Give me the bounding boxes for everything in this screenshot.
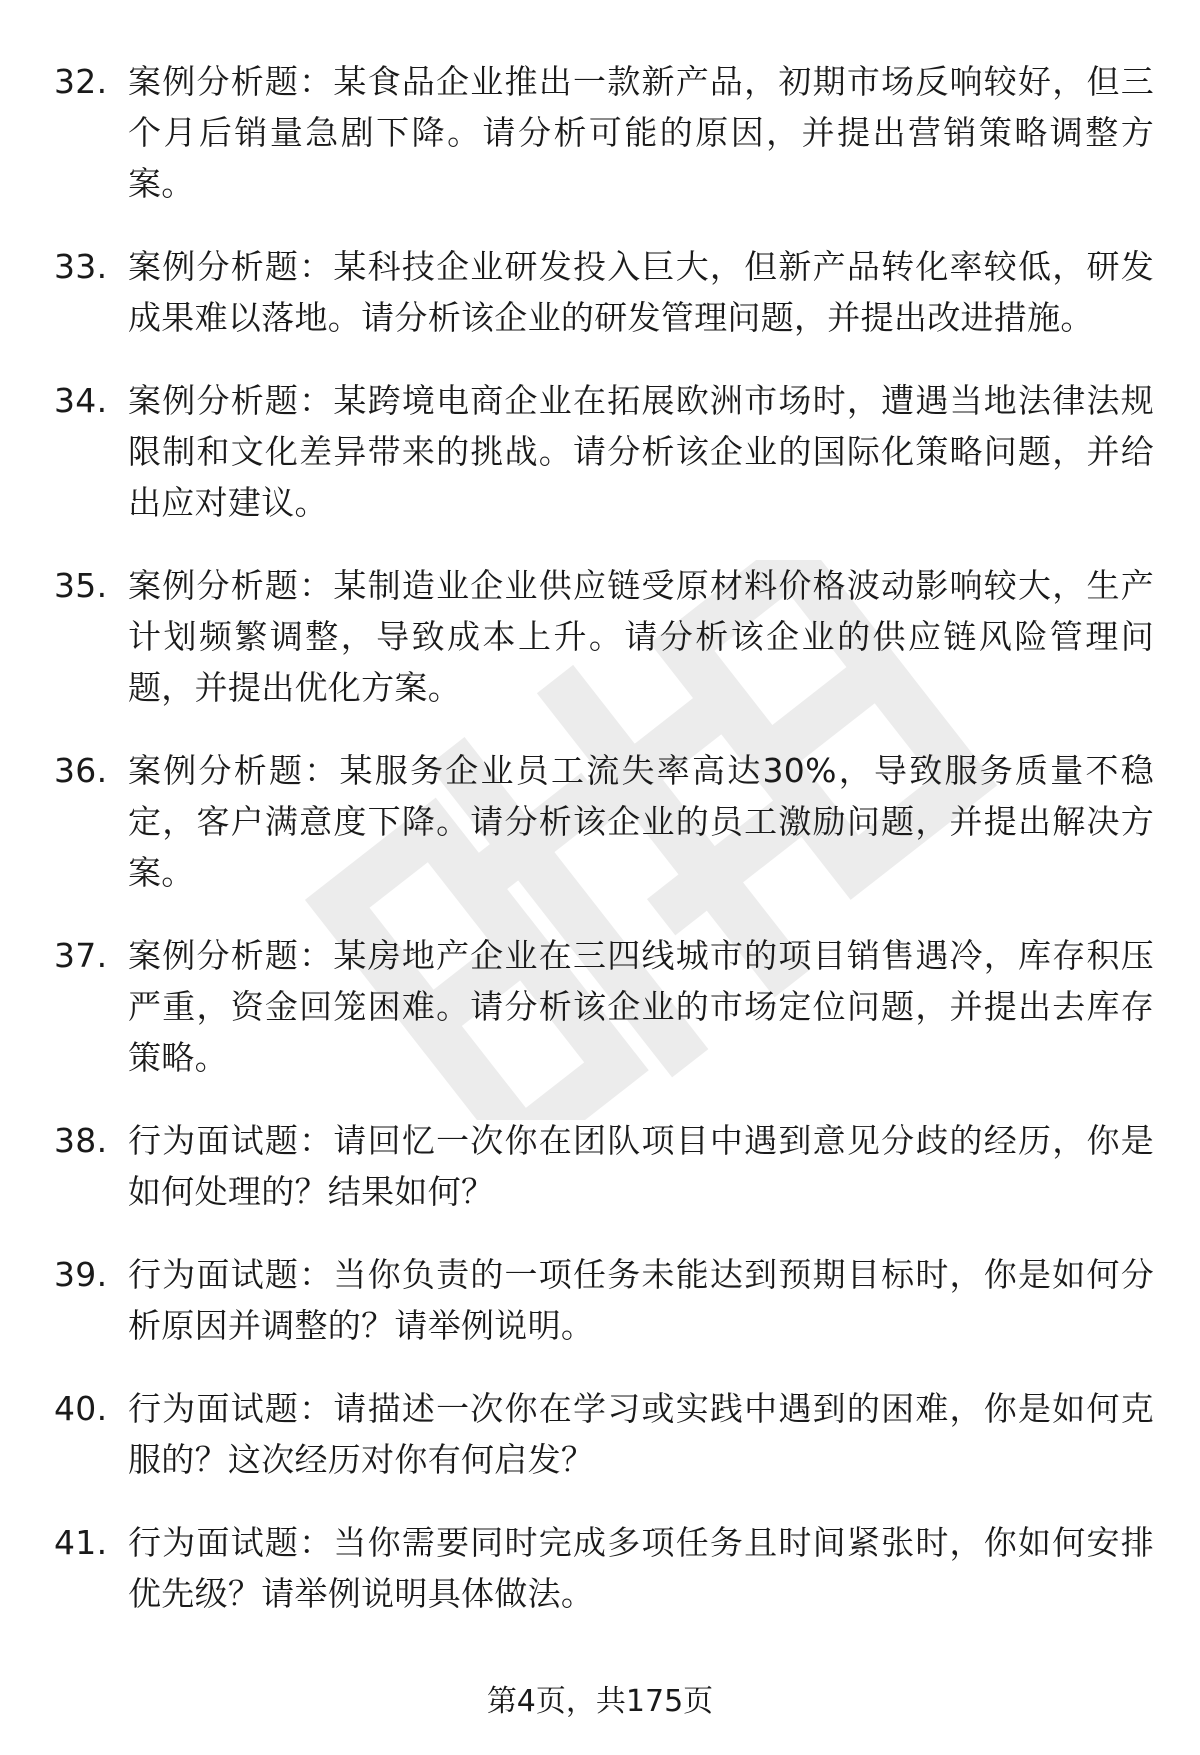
question-text: 案例分析题：某服务企业员工流失率高达30%，导致服务质量不稳定，客户满意度下降。请分析该企业的员工激励问题，并提出解决方案。 (128, 751, 1154, 892)
question-item (54, 930, 1154, 1083)
question-text: 案例分析题：某房地产企业在三四线城市的项目销售遇冷，库存积压严重，资金回笼困难。请分析该企业的市场定位问题，并提出去库存策略。 (128, 936, 1154, 1077)
question-text: 案例分析题：某科技企业研发投入巨大，但新产品转化率较低，研发成果难以落地。请分析该企业的研发管理问题，并提出改进措施。 (128, 247, 1154, 337)
question-number: 32. (54, 62, 108, 101)
question-number: 40. (54, 1389, 108, 1428)
question-number: 33. (54, 247, 108, 286)
question-number: 35. (54, 566, 108, 605)
question-number: 36. (54, 751, 108, 790)
question-item (54, 241, 1154, 343)
question-text: 行为面试题：请描述一次你在学习或实践中遇到的困难，你是如何克服的？这次经历对你有何启发？ (128, 1389, 1154, 1479)
question-number: 39. (54, 1255, 108, 1294)
question-item (54, 560, 1154, 713)
question-text: 案例分析题：某制造业企业供应链受原材料价格波动影响较大，生产计划频繁调整，导致成本上升。请分析该企业的供应链风险管理问题，并提出优化方案。 (128, 566, 1154, 707)
question-item (54, 1383, 1154, 1485)
question-list (54, 56, 1154, 1651)
page-number-footer: 第4页，共175页 (486, 1684, 714, 1719)
question-number: 37. (54, 936, 108, 975)
question-item (54, 56, 1154, 209)
question-number: 41. (54, 1523, 108, 1562)
question-item (54, 1249, 1154, 1351)
question-item (54, 745, 1154, 898)
question-text: 行为面试题：当你负责的一项任务未能达到预期目标时，你是如何分析原因并调整的？请举例说明。 (128, 1255, 1154, 1345)
question-text: 案例分析题：某食品企业推出一款新产品，初期市场反响较好，但三个月后销量急剧下降。请分析可能的原因，并提出营销策略调整方案。 (128, 62, 1154, 203)
question-item (54, 1517, 1154, 1619)
question-text: 行为面试题：请回忆一次你在团队项目中遇到意见分歧的经历，你是如何处理的？结果如何？ (128, 1121, 1154, 1211)
question-number: 34. (54, 381, 108, 420)
question-item (54, 1115, 1154, 1217)
question-item (54, 375, 1154, 528)
question-text: 案例分析题：某跨境电商企业在拓展欧洲市场时，遭遇当地法律法规限制和文化差异带来的挑战。请分析该企业的国际化策略问题，并给出应对建议。 (128, 381, 1154, 522)
question-text: 行为面试题：当你需要同时完成多项任务且时间紧张时，你如何安排优先级？请举例说明具体做法。 (128, 1523, 1154, 1613)
question-number: 38. (54, 1121, 108, 1160)
